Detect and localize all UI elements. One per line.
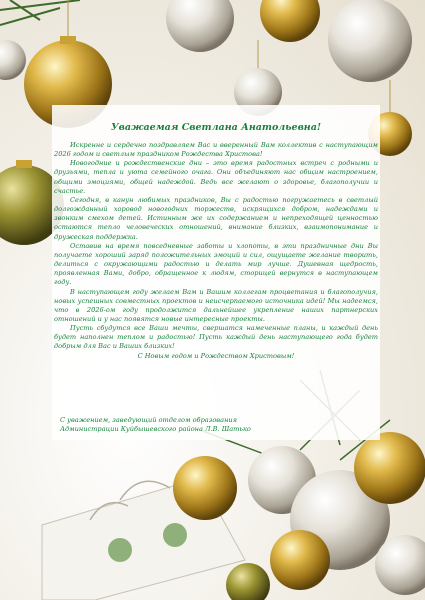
- paragraph-3: Сегодня, в канун любимых праздников, Вы с радостью погружаетесь в светлый долгожданный хоровод новогодних торжеств, искрящихся добром, надеждами и звонким смехом детей. Истинным же их содержанием и непреходящей ценностью остаются тепло человеческих отношений, внимание близких, взаимопонимание и дружеская поддержка.: [54, 195, 378, 241]
- paragraph-5: В наступающем году желаем Вам и Вашим коллегам процветания и благополучия, новых успешных совместных проектов и неисчерпаемого источника идей! Мы надеемся, что в 2026-ом году продолжится дальнейшее укрепление наших партнерских отношений и у нас появятся новые интересные проекты.: [54, 287, 378, 323]
- ornaments-bottom-right: [173, 432, 425, 600]
- signature-block: [60, 416, 300, 434]
- paragraph-1: Искренне и сердечно поздравляем Вас и вверенный Вам коллектив с наступающим 2026 годом и светлым праздником Рождества Христова!: [54, 141, 378, 159]
- paragraph-2: Новогодние и рождественские дни – это время радостных встреч с родными и друзьями, тепла и уюта семейного очага. Они объединяют нас общим настроением, общими эмоциями, общей надеждой. Ведь все желают о здоровье, благополучии и счастье.: [54, 159, 378, 195]
- paragraph-6: Пусть сбудутся все Ваши мечты, свершатся намеченные планы, и каждый день будет наполнен теплом и радостью! Пусть каждый день наступающего года будет добрым для Вас и Ваших близких!: [54, 324, 378, 351]
- closing-wish: С Новым годом и Рождеством Христовым!: [137, 351, 295, 360]
- signature-line-1: С уважением, заведующий отделом образования: [60, 416, 238, 424]
- paragraph-4: Оставив на время повседневные заботы и хлопоты, в эти праздничные дни Вы получаете хороший заряд положительных эмоций и сил, ощущаете желание творить, делиться с окружающими радостью и делать мир лучше. Душевная щедрость, проявленная Вами, добро, обращенное к людям, сторицей вернутся в наступающем году.: [54, 241, 378, 287]
- letter-heading: Уважаемая Светлана Анатольевна!: [110, 122, 322, 133]
- greeting-letter: [54, 122, 378, 361]
- signature-line-2: Администрации Куйбышевского района Л.В. Шатько: [60, 425, 251, 433]
